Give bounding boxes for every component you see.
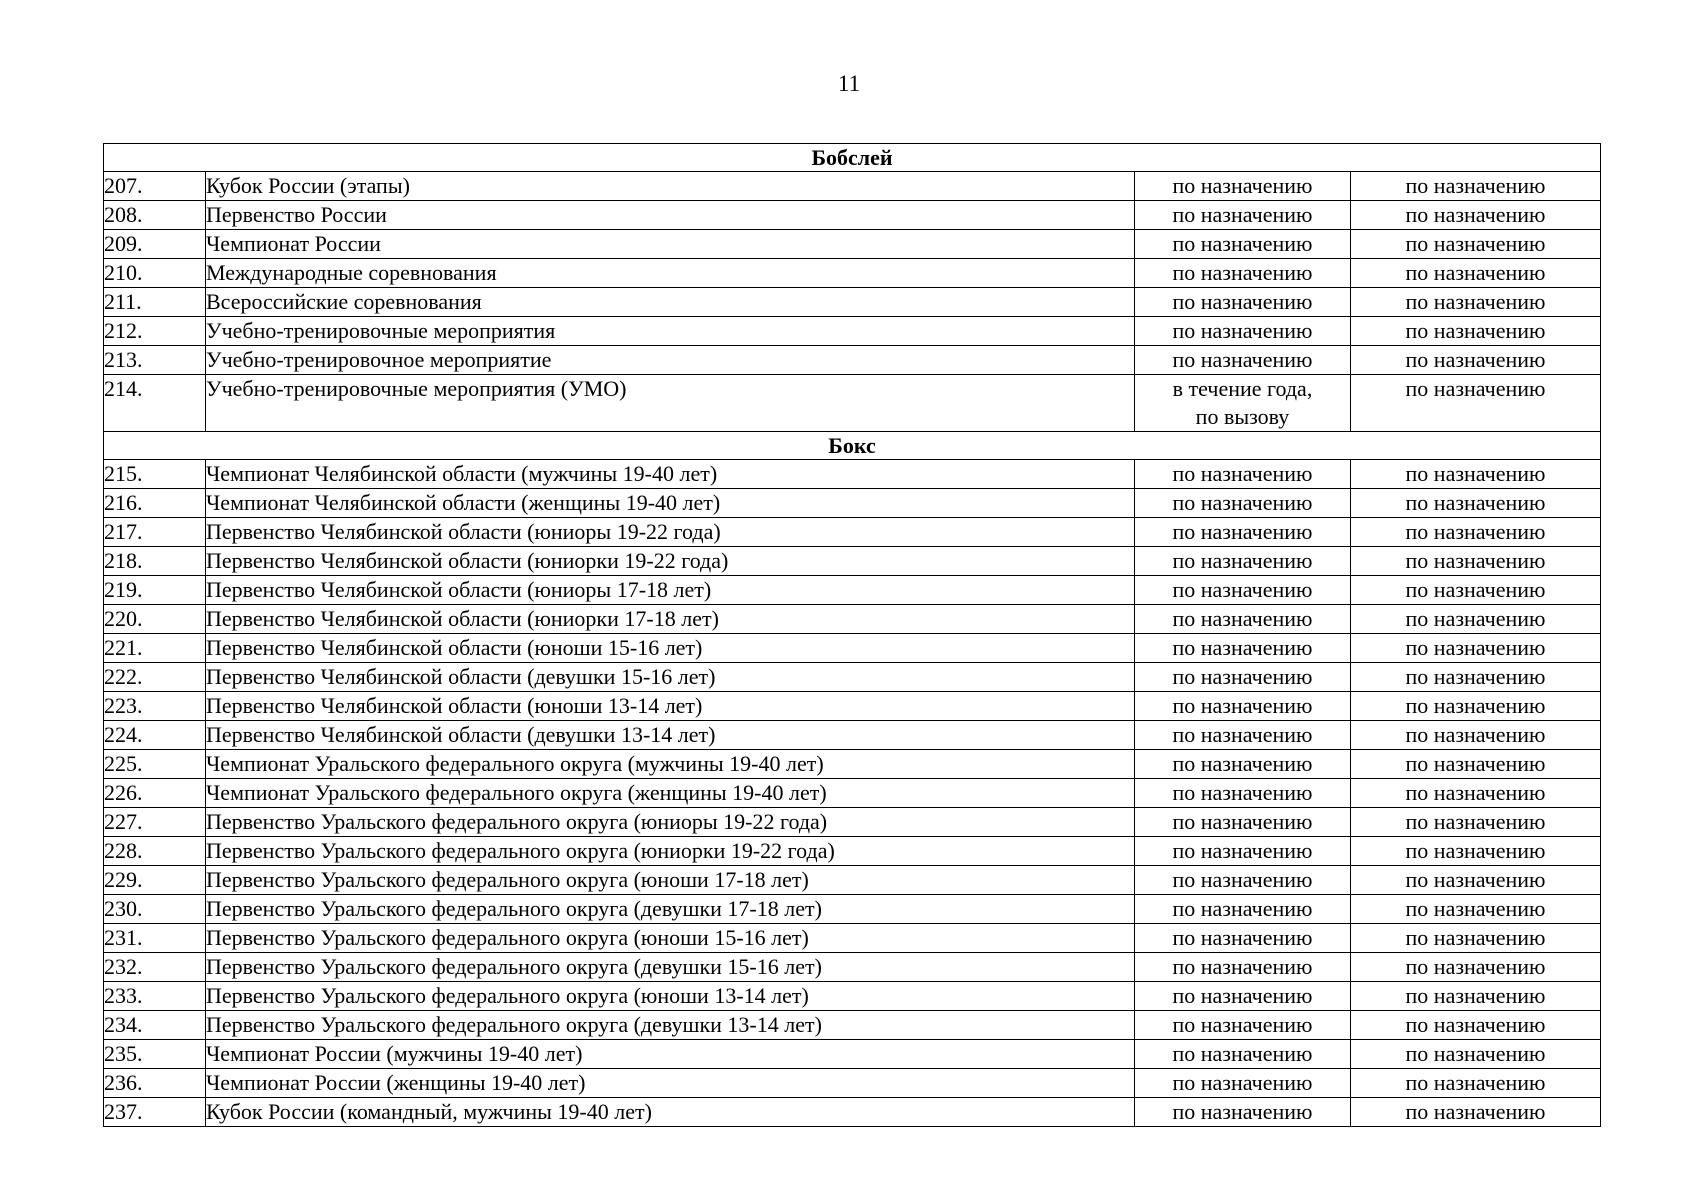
row-number: 227. (104, 808, 206, 837)
event-place: по назначению (1351, 201, 1601, 230)
event-place: по назначению (1351, 1069, 1601, 1098)
row-number: 237. (104, 1098, 206, 1127)
event-date-line: по назначению (1172, 289, 1313, 314)
table-row (104, 346, 1601, 375)
table-row (104, 230, 1601, 259)
table-row (104, 1040, 1601, 1069)
table-row (104, 721, 1601, 750)
event-place: по назначению (1351, 1098, 1601, 1127)
table-row (104, 692, 1601, 721)
event-dates (1135, 1069, 1351, 1098)
row-number: 212. (104, 317, 206, 346)
event-place: по назначению (1351, 172, 1601, 201)
table-row (104, 982, 1601, 1011)
event-date-line: по назначению (1172, 461, 1313, 486)
event-name: Кубок России (командный, мужчины 19-40 лет) (206, 1098, 1135, 1127)
table-row (104, 605, 1601, 634)
event-date-line: по назначению (1172, 173, 1313, 198)
event-place: по назначению (1351, 547, 1601, 576)
event-name: Чемпионат Уральского федерального округа (мужчины 19-40 лет) (206, 750, 1135, 779)
event-dates (1135, 489, 1351, 518)
table-row (104, 1069, 1601, 1098)
event-place: по назначению (1351, 1040, 1601, 1069)
event-place: по назначению (1351, 692, 1601, 721)
event-place: по назначению (1351, 750, 1601, 779)
event-date-line: по назначению (1172, 1070, 1313, 1095)
event-name: Первенство Уральского федерального округа (юниоры 19-22 года) (206, 808, 1135, 837)
event-name: Чемпионат Уральского федерального округа (женщины 19-40 лет) (206, 779, 1135, 808)
row-number: 225. (104, 750, 206, 779)
event-dates (1135, 1098, 1351, 1127)
event-dates (1135, 750, 1351, 779)
event-dates (1135, 288, 1351, 317)
event-name: Учебно-тренировочные мероприятия (206, 317, 1135, 346)
event-date-line: по назначению (1172, 231, 1313, 256)
event-place: по назначению (1351, 576, 1601, 605)
table-row (104, 172, 1601, 201)
event-name: Первенство Уральского федерального округа (юноши 15-16 лет) (206, 924, 1135, 953)
table-row (104, 837, 1601, 866)
event-dates (1135, 634, 1351, 663)
event-date-line: по назначению (1172, 809, 1313, 834)
table-row (104, 953, 1601, 982)
table-row (104, 460, 1601, 489)
row-number: 235. (104, 1040, 206, 1069)
event-place: по назначению (1351, 808, 1601, 837)
event-name: Учебно-тренировочное мероприятие (206, 346, 1135, 375)
event-dates (1135, 1011, 1351, 1040)
event-dates (1135, 779, 1351, 808)
event-dates (1135, 982, 1351, 1011)
row-number: 213. (104, 346, 206, 375)
event-name: Всероссийские соревнования (206, 288, 1135, 317)
table-row (104, 808, 1601, 837)
event-date-line: по назначению (1172, 722, 1313, 747)
event-date-line: по назначению (1172, 519, 1313, 544)
event-name: Чемпионат России (206, 230, 1135, 259)
event-name: Первенство Челябинской области (юниорки 17-18 лет) (206, 605, 1135, 634)
row-number: 231. (104, 924, 206, 953)
row-number: 229. (104, 866, 206, 895)
event-place: по назначению (1351, 634, 1601, 663)
event-place: по назначению (1351, 346, 1601, 375)
event-dates (1135, 259, 1351, 288)
event-name: Учебно-тренировочные мероприятия (УМО) (206, 375, 1135, 432)
row-number: 219. (104, 576, 206, 605)
event-dates (1135, 808, 1351, 837)
event-date-line: по назначению (1172, 635, 1313, 660)
event-date-line: по назначению (1172, 318, 1313, 343)
event-date-line: по назначению (1172, 954, 1313, 979)
event-date-line: по назначению (1172, 606, 1313, 631)
event-dates (1135, 866, 1351, 895)
event-name: Первенство Уральского федерального округа (девушки 17-18 лет) (206, 895, 1135, 924)
row-number: 210. (104, 259, 206, 288)
section-title: Бокс (104, 432, 1601, 460)
event-dates (1135, 346, 1351, 375)
row-number: 215. (104, 460, 206, 489)
row-number: 223. (104, 692, 206, 721)
row-number: 222. (104, 663, 206, 692)
event-name: Первенство Челябинской области (девушки 15-16 лет) (206, 663, 1135, 692)
event-date-line: по назначению (1172, 490, 1313, 515)
event-place: по назначению (1351, 375, 1601, 432)
event-name: Первенство Челябинской области (девушки 13-14 лет) (206, 721, 1135, 750)
row-number: 216. (104, 489, 206, 518)
event-name: Первенство Челябинской области (юноши 13-14 лет) (206, 692, 1135, 721)
event-place: по назначению (1351, 721, 1601, 750)
event-dates (1135, 230, 1351, 259)
table-row (104, 288, 1601, 317)
event-date-line: по назначению (1172, 896, 1313, 921)
event-date-line: по вызову (1195, 404, 1290, 429)
event-name: Первенство Уральского федерального округа (девушки 13-14 лет) (206, 1011, 1135, 1040)
event-dates (1135, 605, 1351, 634)
event-name: Первенство Уральского федерального округа (юноши 13-14 лет) (206, 982, 1135, 1011)
event-date-line: по назначению (1172, 347, 1313, 372)
event-place: по назначению (1351, 460, 1601, 489)
row-number: 214. (104, 375, 206, 432)
event-date-line: по назначению (1172, 693, 1313, 718)
event-place: по назначению (1351, 518, 1601, 547)
table-row (104, 1011, 1601, 1040)
row-number: 208. (104, 201, 206, 230)
event-date-line: по назначению (1172, 202, 1313, 227)
event-dates (1135, 317, 1351, 346)
event-name: Первенство Уральского федерального округа (девушки 15-16 лет) (206, 953, 1135, 982)
table-row (104, 779, 1601, 808)
event-name: Первенство Уральского федерального округа (юноши 17-18 лет) (206, 866, 1135, 895)
event-place: по назначению (1351, 982, 1601, 1011)
row-number: 211. (104, 288, 206, 317)
event-place: по назначению (1351, 779, 1601, 808)
table-row (104, 866, 1601, 895)
row-number: 221. (104, 634, 206, 663)
event-place: по назначению (1351, 837, 1601, 866)
event-name: Международные соревнования (206, 259, 1135, 288)
event-date-line: по назначению (1172, 577, 1313, 602)
event-place: по назначению (1351, 605, 1601, 634)
event-date-line: по назначению (1172, 1012, 1313, 1037)
row-number: 220. (104, 605, 206, 634)
event-place: по назначению (1351, 924, 1601, 953)
event-place: по назначению (1351, 230, 1601, 259)
event-date-line: по назначению (1172, 548, 1313, 573)
events-table (103, 143, 1601, 1127)
event-dates (1135, 375, 1351, 432)
event-name: Чемпионат Челябинской области (женщины 19-40 лет) (206, 489, 1135, 518)
event-place: по назначению (1351, 895, 1601, 924)
table-row (104, 201, 1601, 230)
event-dates (1135, 721, 1351, 750)
table-row (104, 375, 1601, 432)
event-dates (1135, 953, 1351, 982)
event-name: Первенство Челябинской области (юниоры 17-18 лет) (206, 576, 1135, 605)
event-place: по назначению (1351, 259, 1601, 288)
event-name: Первенство России (206, 201, 1135, 230)
event-name: Кубок России (этапы) (206, 172, 1135, 201)
event-dates (1135, 576, 1351, 605)
row-number: 217. (104, 518, 206, 547)
event-dates (1135, 172, 1351, 201)
event-place: по назначению (1351, 288, 1601, 317)
table-row (104, 663, 1601, 692)
event-name: Первенство Челябинской области (юноши 15-16 лет) (206, 634, 1135, 663)
event-place: по назначению (1351, 953, 1601, 982)
event-name: Первенство Челябинской области (юниорки 19-22 года) (206, 547, 1135, 576)
event-dates (1135, 201, 1351, 230)
table-row (104, 1098, 1601, 1127)
row-number: 232. (104, 953, 206, 982)
event-date-line: по назначению (1172, 1041, 1313, 1066)
event-date-line: по назначению (1172, 751, 1313, 776)
event-dates (1135, 837, 1351, 866)
table-row (104, 547, 1601, 576)
event-place: по назначению (1351, 489, 1601, 518)
event-name: Чемпионат России (женщины 19-40 лет) (206, 1069, 1135, 1098)
event-name: Первенство Уральского федерального округа (юниорки 19-22 года) (206, 837, 1135, 866)
event-place: по назначению (1351, 663, 1601, 692)
event-dates (1135, 663, 1351, 692)
event-dates (1135, 547, 1351, 576)
table-row (104, 576, 1601, 605)
event-date-line: по назначению (1172, 925, 1313, 950)
row-number: 228. (104, 837, 206, 866)
event-dates (1135, 518, 1351, 547)
table-row (104, 750, 1601, 779)
event-date-line: по назначению (1172, 983, 1313, 1008)
event-date-line: по назначению (1172, 260, 1313, 285)
event-date-line: по назначению (1172, 780, 1313, 805)
table-body (104, 144, 1601, 1127)
row-number: 236. (104, 1069, 206, 1098)
row-number: 226. (104, 779, 206, 808)
event-place: по назначению (1351, 317, 1601, 346)
event-date-line: по назначению (1172, 664, 1313, 689)
row-number: 230. (104, 895, 206, 924)
event-name: Чемпионат Челябинской области (мужчины 19-40 лет) (206, 460, 1135, 489)
table-row (104, 518, 1601, 547)
section-header-row (104, 432, 1601, 460)
event-dates (1135, 460, 1351, 489)
event-dates (1135, 1040, 1351, 1069)
table-row (104, 895, 1601, 924)
row-number: 234. (104, 1011, 206, 1040)
event-dates (1135, 692, 1351, 721)
table-row (104, 259, 1601, 288)
event-dates (1135, 924, 1351, 953)
event-date-line: в течение года, (1172, 376, 1313, 401)
section-title: Бобслей (104, 144, 1601, 172)
event-place: по назначению (1351, 1011, 1601, 1040)
event-date-line: по назначению (1172, 1099, 1313, 1124)
event-name: Чемпионат России (мужчины 19-40 лет) (206, 1040, 1135, 1069)
event-place: по назначению (1351, 866, 1601, 895)
table-row (104, 634, 1601, 663)
row-number: 209. (104, 230, 206, 259)
event-name: Первенство Челябинской области (юниоры 19-22 года) (206, 518, 1135, 547)
table-row (104, 924, 1601, 953)
row-number: 233. (104, 982, 206, 1011)
row-number: 218. (104, 547, 206, 576)
table-row (104, 489, 1601, 518)
event-date-line: по назначению (1172, 838, 1313, 863)
row-number: 207. (104, 172, 206, 201)
event-date-line: по назначению (1172, 867, 1313, 892)
page-number: 11 (837, 71, 861, 96)
row-number: 224. (104, 721, 206, 750)
section-header-row (104, 144, 1601, 172)
event-dates (1135, 895, 1351, 924)
table-row (104, 317, 1601, 346)
